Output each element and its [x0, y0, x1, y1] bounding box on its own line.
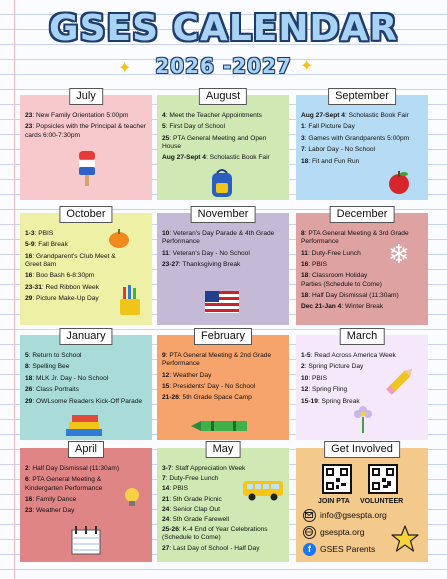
event-item: 23: Popsicles with the Principal & teacher cards 6:00-7:30pm — [25, 123, 146, 139]
event-date: 10 — [162, 230, 170, 237]
event-item: Aug 27-Sept 4: Scholastic Book Fair — [301, 112, 409, 119]
event-date: Aug 27-Sept 4 — [162, 154, 206, 162]
event-text: Red Ribbon Week — [45, 283, 99, 291]
header — [0, 0, 447, 84]
popsicle-icon — [76, 149, 98, 189]
event-text: PBIS — [312, 260, 328, 268]
event-text: PTA General Meeting & Kindergarten Performance — [25, 476, 103, 492]
event-text: Senior Clap Out — [173, 505, 220, 513]
notebook-icon — [70, 526, 102, 556]
event-item: 18: MLK Jr. Day - No School — [25, 374, 109, 382]
event-item: 11: Duty-Free Lunch — [301, 249, 361, 257]
event-text: Class Portraits — [36, 386, 79, 394]
event-item: 18: Half Day Dismissal (11:30am) — [301, 291, 399, 299]
month-title: March — [340, 328, 385, 345]
volunteer-label: VOLUNTEER — [360, 498, 404, 505]
event-text: MLK Jr. Day - No School — [36, 374, 109, 382]
event-date: 6 — [25, 476, 29, 484]
event-text: PBIS — [312, 374, 328, 382]
event-text: First Day of School — [169, 123, 226, 131]
event-date: 24 — [162, 505, 170, 513]
notebook-margin-line — [14, 0, 15, 579]
pumpkin-icon — [108, 227, 130, 249]
month-card-october — [20, 208, 152, 325]
event-date: 14 — [162, 485, 170, 493]
event-text: Last Day of School - Half Day — [173, 544, 260, 552]
event-item: 16: Grandparent's Club Meet & Greet 8am — [25, 252, 116, 268]
event-date: 18 — [301, 291, 309, 299]
event-item: Aug 27-Sept 4: Scholastic Book Fair — [162, 154, 270, 162]
event-item: 8: Spelling Bee — [25, 363, 70, 371]
event-date: 5-9 — [25, 241, 35, 249]
event-item: 25: PTA General Meeting and Open House — [162, 134, 267, 150]
event-text: Spring Fling — [312, 386, 348, 394]
event-date: 8 — [25, 363, 29, 371]
month-card-february — [157, 330, 289, 440]
event-text: PTA General Meeting & 3rd Grade Performance — [301, 230, 409, 246]
event-list — [25, 352, 148, 409]
event-text: Grandparent's Club Meet & Greet 8am — [25, 252, 116, 268]
event-item: 10: Veteran's Day Parade & 4th Grade Performance — [162, 230, 275, 246]
event-date: 21 — [162, 495, 170, 503]
event-item: 16: PBIS — [301, 260, 328, 268]
month-title: January — [59, 328, 112, 345]
event-item: 16: Family Dance — [25, 495, 77, 503]
event-date: 1-5 — [301, 352, 311, 359]
event-text: Boo Bash 6-8:30pm — [36, 272, 95, 280]
event-date: 18 — [25, 374, 33, 382]
event-text: Read Across America Week — [314, 352, 396, 359]
month-title: August — [199, 88, 247, 105]
event-item: 1-3: PBIS — [25, 230, 54, 237]
event-item: 23-27: Thanksgiving Break — [162, 260, 241, 268]
event-item: 7: Labor Day - No School — [301, 146, 376, 154]
event-text: Spring Break — [321, 397, 360, 405]
event-item: 23: New Family Orientation 5:00pm — [25, 112, 129, 119]
month-title: October — [59, 206, 112, 223]
month-title: September — [328, 88, 396, 105]
event-date: 12 — [162, 371, 170, 379]
event-text: PBIS — [38, 230, 54, 237]
school-year: 2026 -2027 — [155, 54, 292, 78]
event-text: Half Day Dismissal (11:30am) — [32, 465, 120, 472]
event-item: 21: 5th Grade Picnic — [162, 495, 222, 503]
event-date: 10 — [301, 374, 309, 382]
month-title: July — [69, 88, 103, 105]
event-item: 24: 5th Grade Farewell — [162, 516, 230, 524]
event-text: New Family Orientation 5:00pm — [36, 112, 129, 119]
event-text: Picture Make-Up Day — [36, 295, 99, 303]
event-text: Fall Break — [38, 241, 68, 249]
month-card-may — [157, 443, 289, 562]
event-text: Fall Picture Day — [308, 123, 355, 131]
event-date: 29 — [25, 397, 33, 405]
web-icon — [303, 526, 316, 539]
pencil-cup-icon — [116, 285, 144, 317]
star-icon — [390, 524, 420, 554]
event-date: 18 — [301, 272, 309, 280]
sparkle-icon: ✦ — [300, 58, 314, 75]
event-item: 5: Return to School — [25, 352, 82, 359]
event-date: 15-19 — [301, 397, 318, 405]
month-card-january — [20, 330, 152, 440]
month-title: November — [191, 206, 256, 223]
month-title: February — [194, 328, 252, 345]
mail-icon — [303, 509, 316, 522]
qr-code-icon[interactable] — [322, 464, 352, 494]
event-text: Weather Day — [36, 507, 75, 515]
event-text: K-4 End of Year Celebrations (Schedule to Come) — [162, 526, 268, 542]
month-card-april — [20, 443, 152, 562]
event-text: Games with Grandparents 5:00pm — [308, 134, 410, 142]
event-item: 11: Veteran's Day - No School — [162, 249, 250, 257]
event-item: 23: Weather Day — [25, 507, 75, 515]
event-item: 15-19: Spring Break — [301, 397, 360, 405]
event-item: 21-26: 5th Grade Space Camp — [162, 394, 252, 402]
backpack-icon — [207, 169, 237, 199]
event-item: 10: PBIS — [301, 374, 328, 382]
event-item: 18: Fit and Fun Run — [301, 157, 360, 165]
event-text: 5th Grade Picnic — [173, 495, 222, 503]
month-card-december — [296, 208, 428, 325]
month-title: April — [68, 441, 104, 458]
event-list — [25, 112, 148, 143]
event-text: Staff Appreciation Week — [175, 465, 246, 472]
event-list — [301, 112, 424, 169]
event-item: 12: Spring Fling — [301, 386, 348, 394]
get-involved-title: Get Involved — [324, 441, 400, 458]
month-card-march — [296, 330, 428, 440]
month-card-july — [20, 90, 152, 200]
lightbulb-icon — [122, 486, 142, 508]
event-text: Spelling Bee — [32, 363, 70, 371]
event-item: 29: Picture Make-Up Day — [25, 295, 99, 303]
event-text: Fit and Fun Run — [312, 157, 360, 165]
school-bus-icon — [241, 478, 285, 502]
event-text: Winter Break — [345, 303, 384, 311]
event-date: Aug 27-Sept 4 — [301, 112, 345, 119]
event-date: Dec 21-Jan 4 — [301, 303, 342, 311]
event-item: 27: Last Day of School - Half Day — [162, 544, 260, 552]
event-text: Veteran's Day Parade & 4th Grade Performance — [162, 230, 275, 246]
month-title: May — [206, 441, 241, 458]
event-date: 11 — [162, 249, 169, 257]
month-card-november — [157, 208, 289, 325]
event-text: Scholastic Book Fair — [348, 112, 409, 119]
event-date: 24 — [162, 516, 170, 524]
event-text: Popsicles with the Principal & teacher cards 6:00-7:30pm — [25, 123, 146, 139]
event-item: 4: Meet the Teacher Appointments — [162, 112, 262, 119]
event-date: 23-27 — [162, 260, 179, 268]
event-date: 23 — [25, 123, 33, 131]
event-item: 1-5: Read Across America Week — [301, 352, 396, 359]
event-text: Veteran's Day - No School — [172, 249, 250, 257]
event-text: Presidents' Day - No School — [173, 382, 256, 390]
event-item: 16: Boo Bash 6-8:30pm — [25, 272, 95, 280]
event-date: 1-3 — [25, 230, 35, 237]
event-item: 18: Classroom Holiday Parties (Schedule to Come) — [301, 272, 382, 288]
event-text: Half Day Dismissal (11:30am) — [312, 291, 399, 299]
event-date: 3 — [301, 134, 305, 142]
event-date: 18 — [301, 157, 309, 165]
event-item: 9: PTA General Meeting & 2nd Grade Performance — [162, 352, 272, 368]
pencil-icon — [384, 363, 418, 397]
website-link[interactable]: gsespta.org — [320, 527, 365, 537]
event-item: 3-7: Staff Appreciation Week — [162, 465, 246, 472]
event-date: 15 — [162, 382, 170, 390]
event-date: 23 — [25, 507, 33, 515]
event-date: 16 — [301, 260, 309, 268]
event-text: PBIS — [173, 485, 189, 493]
event-text: Scholastic Book Fair — [209, 154, 270, 162]
event-item: 29: OWLsome Readers Kick-Off Parade — [25, 397, 143, 405]
event-date: 23-31 — [25, 283, 42, 291]
event-date: 26 — [25, 386, 33, 394]
event-date: 7 — [162, 475, 166, 483]
event-item: 23-31: Red Ribbon Week — [25, 283, 99, 291]
event-item: 6: PTA General Meeting & Kindergarten Performance — [25, 476, 103, 492]
event-item: 7: Duty-Free Lunch — [162, 475, 219, 483]
event-list — [162, 352, 285, 406]
event-text: Classroom Holiday Parties (Schedule to Come) — [301, 272, 382, 288]
event-item: 24: Senior Clap Out — [162, 505, 220, 513]
event-text: Meet the Teacher Appointments — [169, 112, 262, 119]
event-item: 8: PTA General Meeting & 3rd Grade Performance — [301, 230, 409, 246]
event-date: 1 — [301, 123, 305, 131]
join-pta-label: JOIN PTA — [318, 498, 350, 505]
event-date: 16 — [25, 272, 33, 280]
event-text: Thanksgiving Break — [182, 260, 241, 268]
page-title: GSES CALENDAR — [49, 8, 398, 49]
event-date: 16 — [25, 495, 33, 503]
event-date: 11 — [301, 249, 308, 257]
event-item: 15: Presidents' Day - No School — [162, 382, 256, 390]
email-link[interactable]: info@gsespta.org — [320, 510, 387, 520]
event-date: 5 — [162, 123, 166, 131]
event-date: 29 — [25, 295, 33, 303]
flower-icon — [352, 405, 374, 435]
event-item: 14: PBIS — [162, 485, 189, 493]
event-date: 7 — [301, 146, 305, 154]
event-date: 12 — [301, 386, 309, 394]
event-date: 2 — [301, 363, 305, 371]
event-text: Duty-Free Lunch — [311, 249, 361, 257]
event-item: 26: Class Portraits — [25, 386, 79, 394]
event-text: PTA General Meeting & 2nd Grade Performance — [162, 352, 272, 368]
qr-code-icon[interactable] — [368, 464, 398, 494]
american-flag-icon — [205, 291, 239, 315]
event-item: 2: Spring Picture Day — [301, 363, 364, 371]
event-text: Labor Day - No School — [308, 146, 376, 154]
event-text: 5th Grade Farewell — [173, 516, 230, 524]
sparkle-icon: ✦ — [118, 60, 132, 77]
facebook-icon: f — [303, 543, 316, 556]
apple-icon — [386, 169, 412, 195]
snowflake-icon: ❄ — [388, 239, 410, 269]
event-date: 5 — [25, 352, 29, 359]
event-item: 5: First Day of School — [162, 123, 226, 131]
event-date: 9 — [162, 352, 166, 359]
event-date: 16 — [25, 252, 33, 260]
event-date: 27 — [162, 544, 170, 552]
event-text: 5th Grade Space Camp — [182, 394, 252, 402]
event-text: Weather Day — [173, 371, 212, 379]
get-involved-card — [296, 443, 428, 562]
crayon-icon — [191, 419, 251, 433]
event-date: 23 — [25, 112, 33, 119]
facebook-link[interactable]: GSES Parents — [320, 544, 376, 554]
event-list — [162, 112, 285, 166]
event-item: Dec 21-Jan 4: Winter Break — [301, 303, 384, 311]
event-item: 1: Fall Picture Day — [301, 123, 355, 131]
month-card-august — [157, 90, 289, 200]
event-date: 8 — [301, 230, 305, 237]
books-icon — [64, 415, 104, 437]
event-date: 3-7 — [162, 465, 172, 472]
event-date: 25 — [162, 134, 170, 142]
event-date: 21-26 — [162, 394, 179, 402]
event-list — [162, 230, 285, 272]
event-item: 3: Games with Grandparents 5:00pm — [301, 134, 410, 142]
event-text: OWLsome Readers Kick-Off Parade — [36, 397, 143, 405]
month-card-september — [296, 90, 428, 200]
event-date: 2 — [25, 465, 29, 472]
event-text: Return to School — [32, 352, 82, 359]
event-text: Spring Picture Day — [308, 363, 364, 371]
event-item: 12: Weather Day — [162, 371, 212, 379]
event-text: Family Dance — [36, 495, 77, 503]
month-title: December — [330, 206, 395, 223]
event-item: 25-26: K-4 End of Year Celebrations (Schedule to Come) — [162, 526, 268, 542]
event-date: 25-26 — [162, 526, 179, 534]
event-item: 2: Half Day Dismissal (11:30am) — [25, 465, 120, 472]
event-item: 5-9: Fall Break — [25, 241, 68, 249]
event-text: Duty-Free Lunch — [169, 475, 219, 483]
event-text: PTA General Meeting and Open House — [162, 134, 267, 150]
event-date: 4 — [162, 112, 166, 119]
